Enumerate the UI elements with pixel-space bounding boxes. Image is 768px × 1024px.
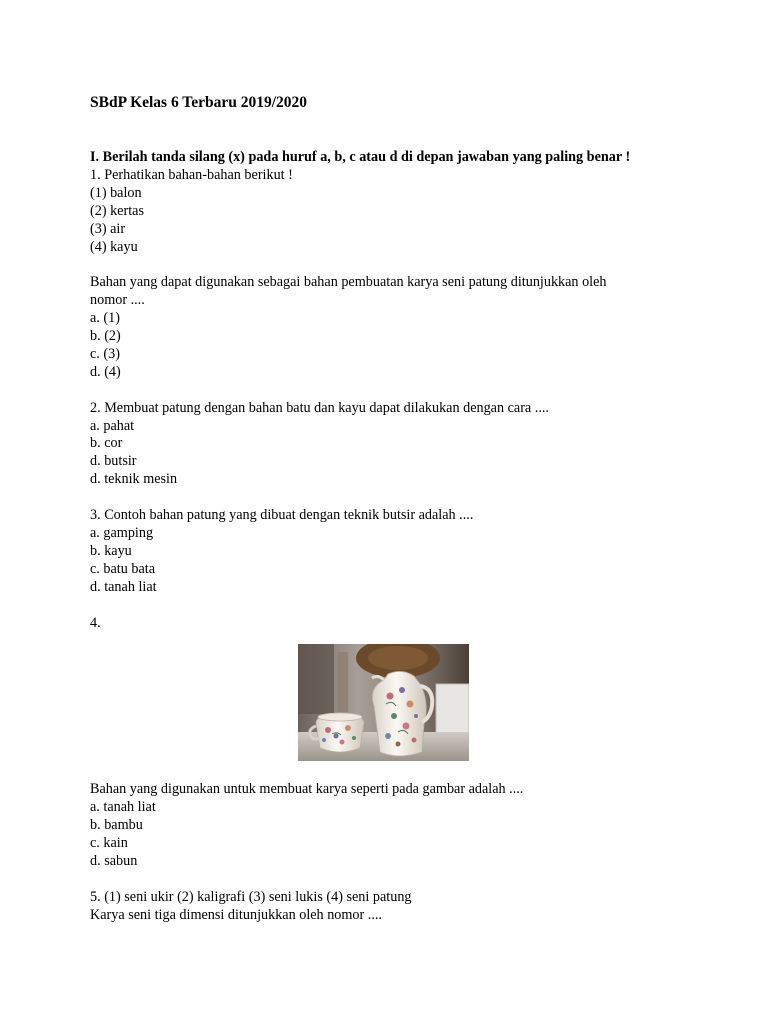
ceramic-teaset-image — [298, 644, 469, 761]
q4-option: d. sabun — [90, 853, 138, 870]
instruction-text: I. Berilah tanda silang (x) pada huruf a, b, c atau d di depan jawaban yang paling benar ! — [90, 149, 631, 165]
q4-option: c. kain — [90, 835, 128, 852]
q2-prompt: 2. Membuat patung dengan bahan batu dan kayu dapat dilakukan dengan cara .... — [90, 399, 549, 416]
q1-option: d. (4) — [90, 363, 121, 380]
spacer — [90, 489, 690, 507]
q3-option: a. gamping — [90, 524, 154, 541]
document-title: SBdP Kelas 6 Terbaru 2019/2020 — [90, 94, 308, 111]
spacer — [90, 382, 690, 400]
q4-question: Bahan yang digunakan untuk membuat karya seperti pada gambar adalah .... — [90, 781, 524, 798]
q5-prompt: 5. (1) seni ukir (2) kaligrafi (3) seni lukis (4) seni patung — [90, 888, 412, 905]
spacer — [90, 256, 690, 274]
q5-question: Karya seni tiga dimensi ditunjukkan oleh nomor .... — [90, 906, 382, 923]
spacer — [90, 871, 690, 889]
q4-number: 4. — [90, 614, 101, 631]
q1-option: b. (2) — [90, 328, 121, 345]
q4-option: a. tanah liat — [90, 799, 156, 816]
question-body — [90, 149, 690, 925]
q3-option: b. kayu — [90, 542, 132, 559]
q1-question: Bahan yang dapat digunakan sebagai bahan pembuatan karya seni patung ditunjukkan oleh — [90, 274, 607, 291]
q2-option: b. cor — [90, 435, 123, 452]
q2-option: a. pahat — [90, 417, 135, 434]
spacer — [90, 597, 690, 615]
q1-prompt: 1. Perhatikan bahan-bahan berikut ! — [90, 166, 293, 183]
q1-option: c. (3) — [90, 345, 120, 362]
ceramic-teaset-illustration — [298, 644, 469, 761]
q3-option: d. tanah liat — [90, 578, 157, 595]
q4-option: b. bambu — [90, 817, 143, 834]
q4-figure-area — [90, 632, 690, 781]
q1-item: (4) kayu — [90, 238, 138, 255]
q3-prompt: 3. Contoh bahan patung yang dibuat dengan teknik butsir adalah .... — [90, 507, 474, 524]
q1-item: (2) kertas — [90, 202, 144, 219]
q1-item: (1) balon — [90, 184, 142, 201]
q3-option: c. batu bata — [90, 560, 155, 577]
q2-option: d. butsir — [90, 453, 137, 470]
q2-option: d. teknik mesin — [90, 471, 178, 488]
q1-option: a. (1) — [90, 310, 120, 327]
q1-question-continued: nomor .... — [90, 292, 145, 309]
q1-item: (3) air — [90, 220, 126, 237]
